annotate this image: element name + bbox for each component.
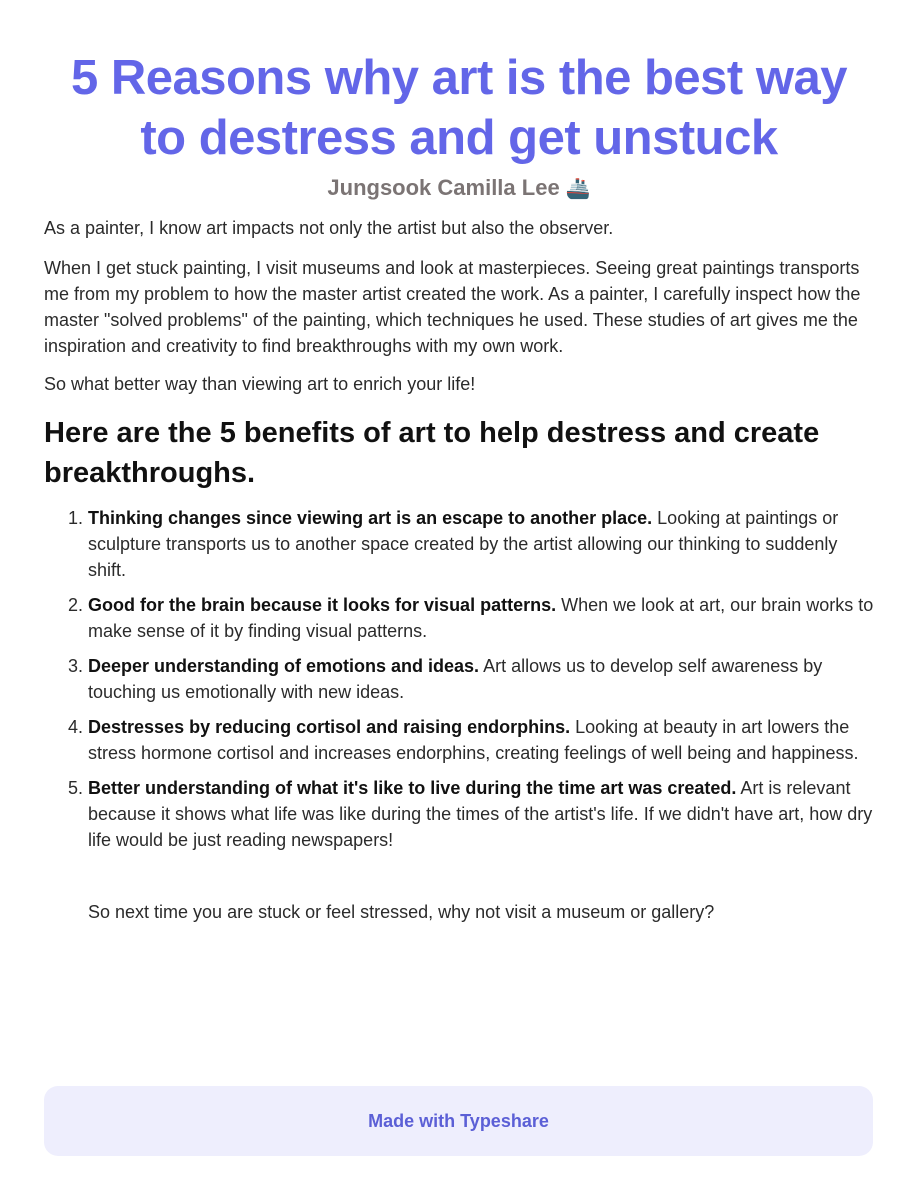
benefits-list — [44, 505, 874, 853]
footer-label: Made with Typeshare — [368, 1110, 549, 1131]
article — [44, 0, 874, 925]
ship-emoji-icon: 🚢 — [565, 178, 591, 200]
list-item-text: Art allows us to develop self awareness by touching us emotionally with new ideas. — [88, 656, 823, 702]
list-item — [88, 714, 874, 766]
intro-paragraph-1: As a painter, I know art impacts not only the artist but also the observer. — [44, 218, 614, 238]
list-item-bold: Better understanding of what it's like to live during the time art was created. — [88, 778, 737, 798]
list-item — [88, 592, 874, 644]
list-item-bold: Destresses by reducing cortisol and raising endorphins. — [88, 717, 571, 737]
author-name: Jungsook Camilla Lee — [327, 175, 560, 200]
closing-paragraph: So next time you are stuck or feel stressed, why not visit a museum or gallery? — [88, 902, 715, 922]
list-item-bold: Good for the brain because it looks for visual patterns. — [88, 595, 557, 615]
list-item-text: Looking at paintings or sculpture transports us to another space created by the artist allowing our thinking to suddenly shift. — [88, 508, 839, 580]
list-item — [88, 775, 874, 853]
list-item — [88, 653, 874, 705]
intro-paragraph-3: So what better way than viewing art to enrich your life! — [44, 374, 476, 394]
list-item-text: Art is relevant because it shows what life was like during the times of the artist's life. If we didn't have art, how dry life would be just reading newspapers! — [88, 778, 873, 850]
made-with-typeshare-banner[interactable] — [44, 1086, 873, 1156]
list-item-text: Looking at beauty in art lowers the stress hormone cortisol and increases endorphins, creating feelings of well being and happiness. — [88, 717, 859, 763]
author-byline — [44, 174, 874, 203]
intro-paragraph-2: When I get stuck painting, I visit museums and look at masterpieces. Seeing great paintings transports me from my problem to how the master artist created the work. As a painter, I carefully inspect how the master "solved problems" of the painting, which techniques he used. These studies of art gives me the inspiration and creativity to find breakthroughs with my own work. — [44, 258, 861, 356]
list-item-text: When we look at art, our brain works to make sense of it by finding visual patterns. — [88, 595, 874, 641]
list-item — [88, 505, 874, 583]
list-item-bold: Thinking changes since viewing art is an escape to another place. — [88, 508, 653, 528]
section-heading: Here are the 5 benefits of art to help destress and create breakthroughs. — [44, 417, 820, 489]
article-title: 5 Reasons why art is the best way to destress and get unstuck — [71, 51, 847, 165]
list-item-bold: Deeper understanding of emotions and ideas. — [88, 656, 480, 676]
